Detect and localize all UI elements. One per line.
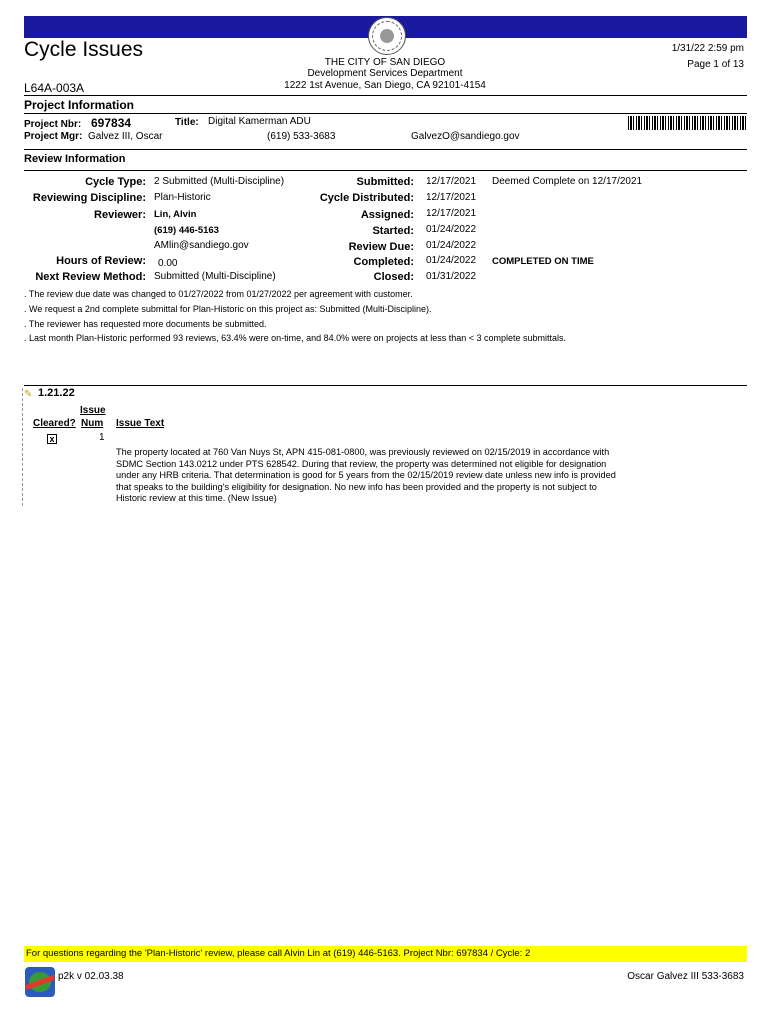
page-title: Cycle Issues [24, 38, 144, 61]
review-due-value: 01/24/2022 [426, 240, 477, 251]
project-mgr-email: GalvezO@sandiego.gov [411, 131, 520, 142]
hours-label: Hours of Review: [56, 255, 146, 267]
project-mgr-label: Project Mgr: [24, 131, 83, 142]
review-note: . Last month Plan-Historic performed 93 reviews, 63.4% were on-time, and 84.0% were on projects at less than < 3 complete submittals. [24, 333, 567, 343]
deemed-complete: Deemed Complete on 12/17/2021 [492, 176, 643, 187]
started-label: Started: [372, 225, 414, 237]
divider [24, 170, 747, 171]
reviewer-label: Reviewer: [94, 209, 146, 221]
barcode [628, 116, 746, 130]
project-info-title: Project Information [24, 98, 135, 112]
completed-value: 01/24/2022 [426, 255, 477, 266]
review-due-label: Review Due: [348, 241, 414, 253]
version-label: p2k v 02.03.38 [58, 971, 124, 982]
assigned-label: Assigned: [360, 209, 414, 221]
page-number: Page 1 of 13 [687, 59, 744, 70]
closed-label: Closed: [373, 271, 414, 283]
issue-group-label: 1.21.22 [38, 387, 75, 399]
cleared-checkbox[interactable]: x [47, 434, 57, 444]
print-datetime: 1/31/22 2:59 pm [671, 43, 744, 54]
department-name: Development Services Department [307, 68, 463, 79]
project-nbr-value: 697834 [91, 116, 132, 130]
issue-num: 1 [99, 432, 105, 443]
project-title-label: Title: [175, 117, 199, 128]
discipline-label: Reviewing Discipline: [32, 192, 146, 204]
submitted-label: Submitted: [356, 176, 414, 188]
project-nbr-label: Project Nbr: [24, 119, 82, 130]
issue-text: The property located at 760 Van Nuys St, APN 415-081-0800, was previously reviewed on 02/15/2019 in accordance with SDMC Section 143.0212 under PTS 628542. During that review, the property was determined not eligible for designation under any HRB criteria. That determination is good for 5 years from the 02/15/2019 review date unless new info is provided that speaks to the building's eligibility for designation. No new info has been provided and the property is not subject to Historic review at this time. (New Issue) [116, 447, 616, 504]
department-address: 1222 1st Avenue, San Diego, CA 92101-4154 [284, 80, 486, 91]
review-note: . We request a 2nd complete submittal for Plan-Historic on this project as: Submitted (Multi-Discipline). [24, 304, 432, 314]
record-code: L64A-003A [24, 81, 85, 95]
next-method-value: Submitted (Multi-Discipline) [154, 271, 276, 282]
issue-col-header: Issue [80, 405, 106, 416]
divider [24, 149, 747, 150]
num-col-header: Num [81, 418, 104, 429]
cleared-col-header: Cleared? [33, 418, 76, 429]
review-note: . The reviewer has requested more documents be submitted. [24, 319, 267, 329]
p2k-globe-logo-icon [25, 967, 55, 997]
completed-label: Completed: [353, 256, 414, 268]
divider [24, 113, 747, 114]
next-method-label: Next Review Method: [35, 271, 146, 283]
project-title-value: Digital Kamerman ADU [208, 116, 311, 127]
completed-status: COMPLETED ON TIME [492, 256, 594, 267]
project-mgr-value: Galvez III, Oscar [88, 131, 163, 142]
divider [24, 95, 747, 96]
review-note: . The review due date was changed to 01/27/2022 from 01/27/2022 per agreement with customer. [24, 289, 413, 299]
distributed-value: 12/17/2021 [426, 192, 477, 203]
city-name: THE CITY OF SAN DIEGO [324, 57, 446, 68]
issue-text-col-header: Issue Text [116, 418, 165, 429]
hours-value: 0.00 [158, 258, 178, 269]
issue-group-bracket [22, 388, 23, 506]
city-seal-icon [368, 17, 406, 55]
discipline-value: Plan-Historic [154, 192, 211, 203]
reviewer-email: AMlin@sandiego.gov [154, 240, 249, 251]
footer-notice: For questions regarding the 'Plan-Historic' review, please call Alvin Lin at (619) 446-5163. Project Nbr: 697834 / Cycle: 2 [26, 948, 531, 959]
cycle-type-value: 2 Submitted (Multi-Discipline) [154, 176, 285, 187]
submitted-value: 12/17/2021 [426, 176, 477, 187]
closed-value: 01/31/2022 [426, 271, 477, 282]
footer-contact: Oscar Galvez III 533-3683 [627, 971, 744, 982]
divider [24, 385, 747, 386]
assigned-value: 12/17/2021 [426, 208, 477, 219]
project-mgr-phone: (619) 533-3683 [267, 131, 336, 142]
distributed-label: Cycle Distributed: [319, 192, 414, 204]
review-info-title: Review Information [24, 153, 126, 165]
pencil-icon: ✎ [24, 389, 33, 400]
reviewer-name: Lin, Alvin [154, 209, 197, 220]
cycle-type-label: Cycle Type: [85, 176, 146, 188]
reviewer-phone: (619) 446-5163 [154, 225, 219, 236]
started-value: 01/24/2022 [426, 224, 477, 235]
